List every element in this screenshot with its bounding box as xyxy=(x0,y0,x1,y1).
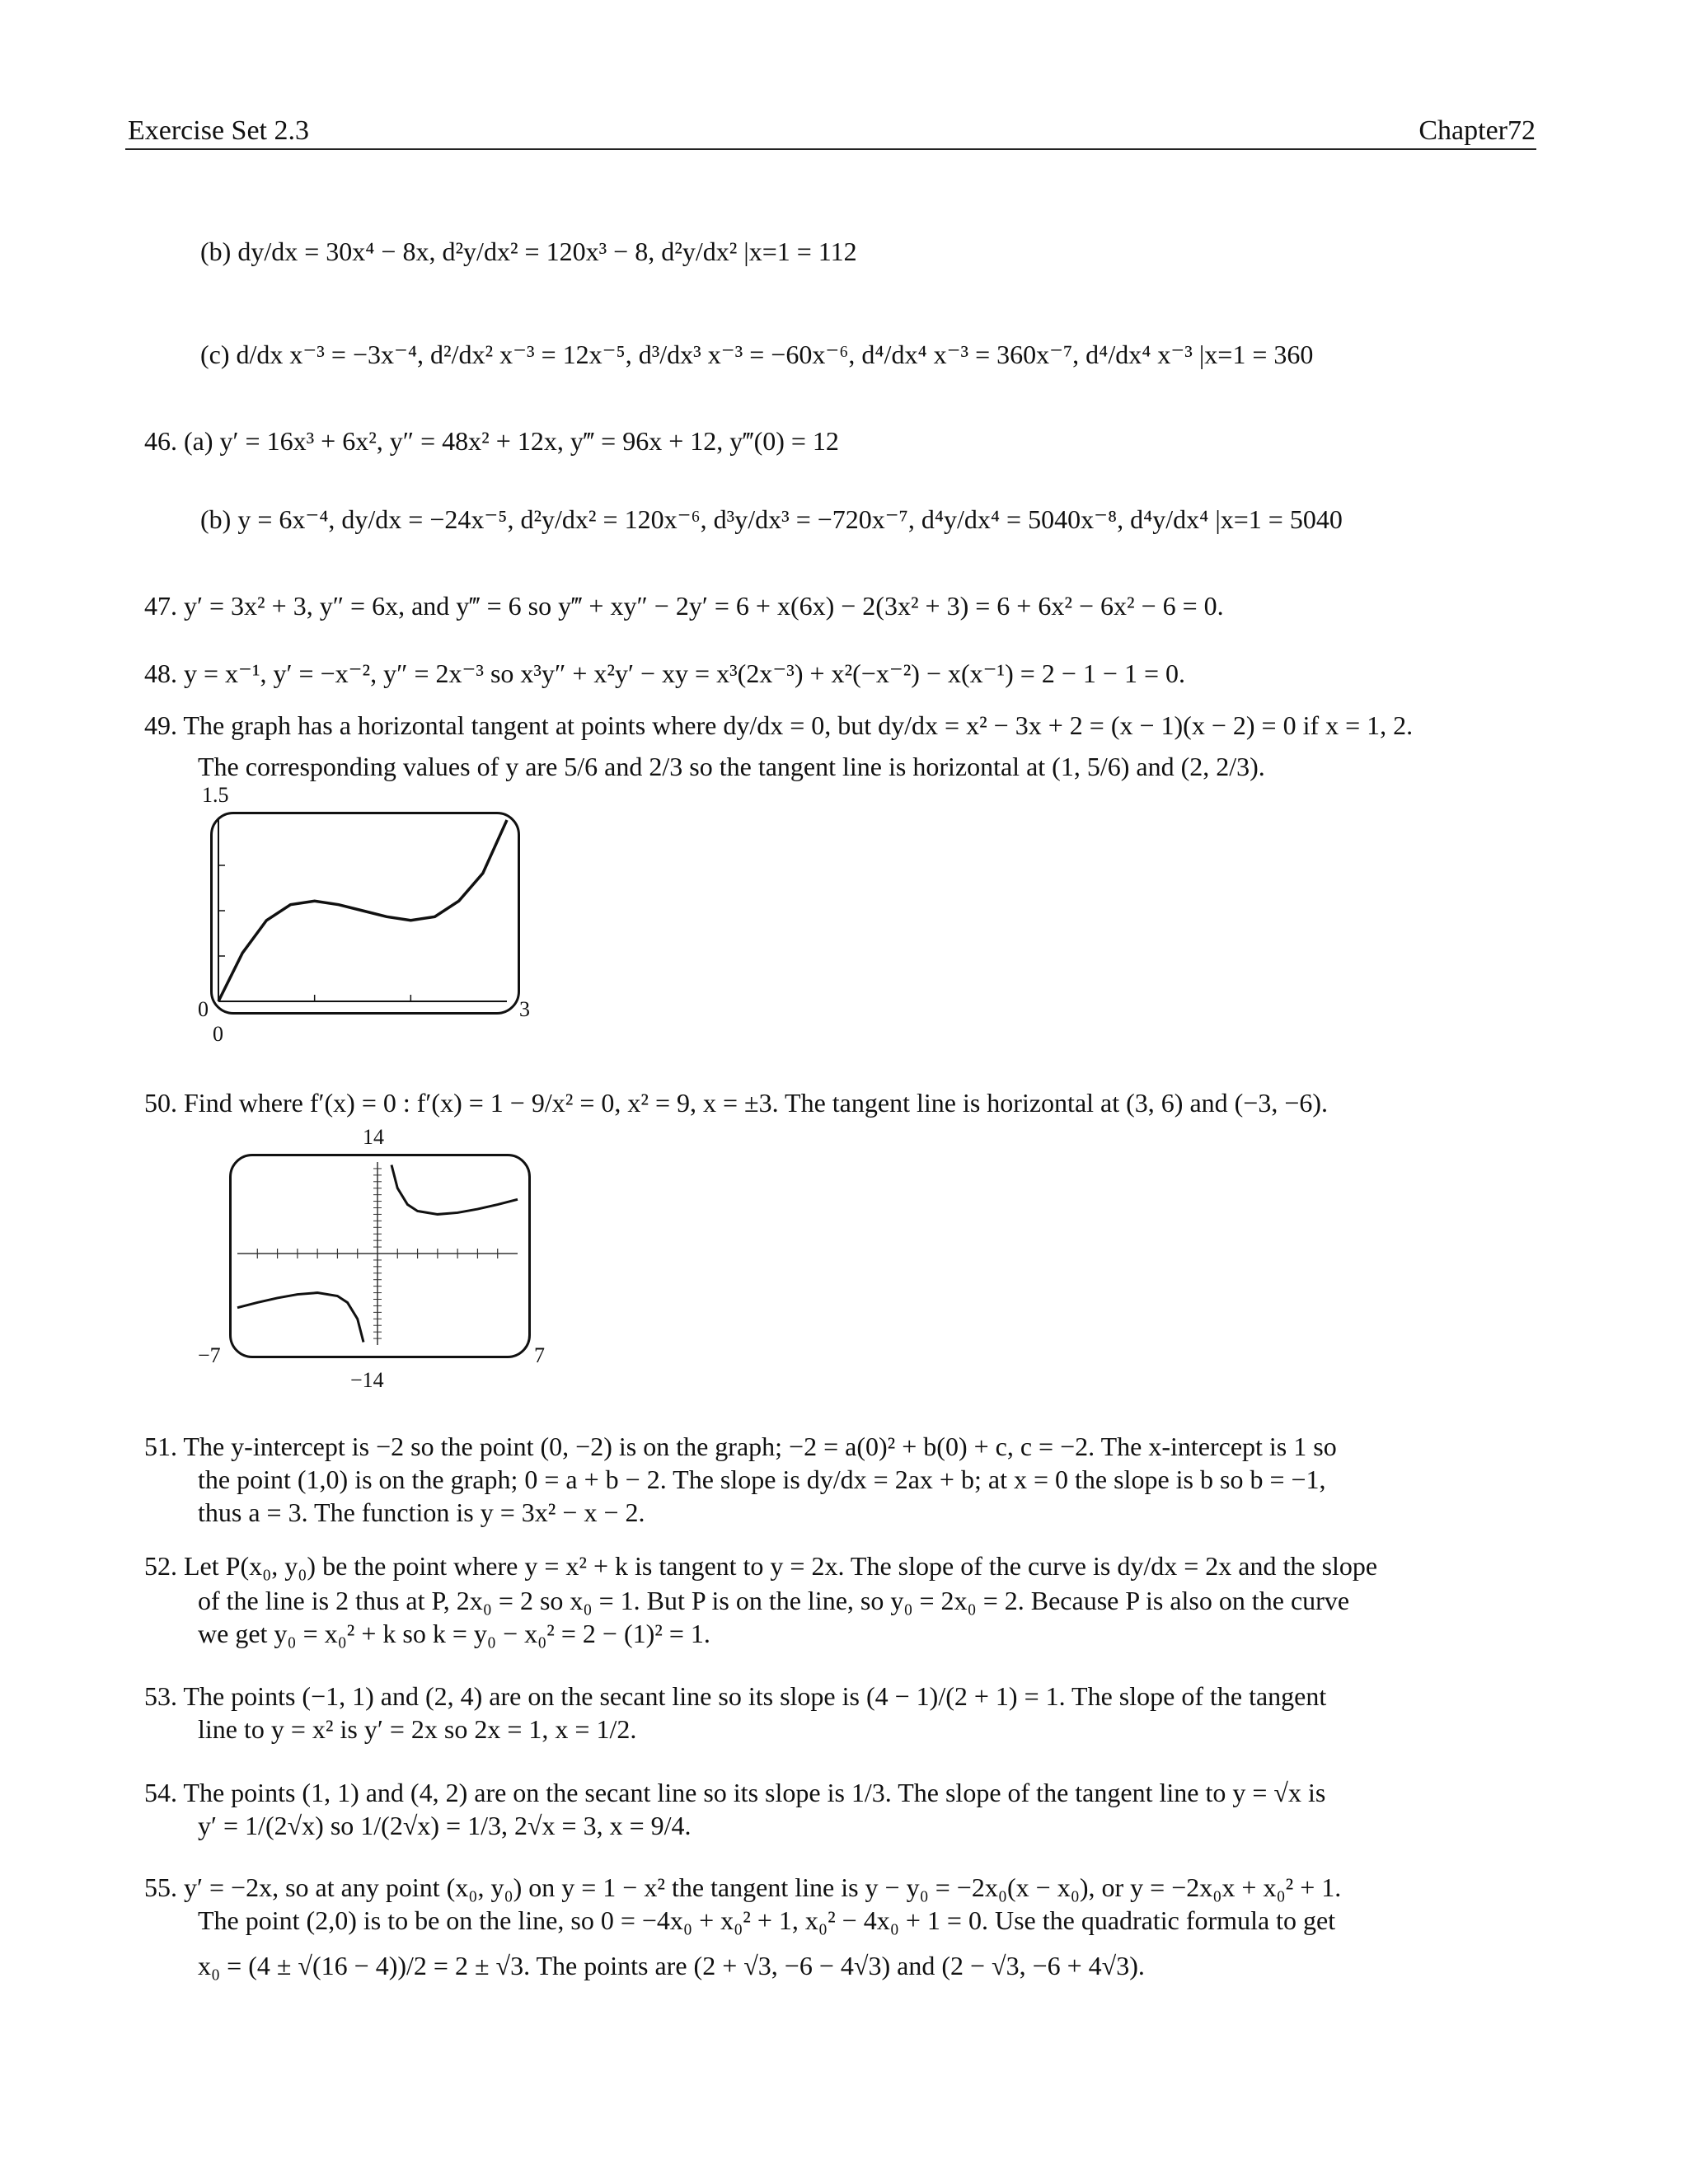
graph-49-xmin-label: 0 xyxy=(198,997,209,1021)
ex51-text-1: 51. The y-intercept is −2 so the point (0, −2) is on the graph; −2 = a(0)² + b(0) + c, c = −2. The x-intercept is 1 so xyxy=(144,1432,1337,1461)
graph-50-ymin-label: −14 xyxy=(350,1368,384,1392)
page-header-right: Chapter72 xyxy=(1418,115,1536,146)
ex51-text-3: thus a = 3. The function is y = 3x² − x − 2. xyxy=(198,1497,645,1527)
graph-49 xyxy=(218,820,507,1001)
ex49-text-1: 49. The graph has a horizontal tangent at points where dy/dx = 0, but dy/dx = x² − 3x + 2 = (x − 1)(x − 2) = 0 if x = 1, 2. xyxy=(144,710,1414,740)
ex45c-text: (c) d/dx x⁻³ = −3x⁻⁴, d²/dx² x⁻³ = 12x⁻⁵, d³/dx³ x⁻³ = −60x⁻⁶, d⁴/dx⁴ x⁻³ = 360x⁻⁷, d⁴/dx⁴ x⁻³ |x=1 = 360 xyxy=(200,340,1314,369)
ex45b-text: (b) dy/dx = 30x⁴ − 8x, d²y/dx² = 120x³ − 8, d²y/dx² |x=1 = 112 xyxy=(200,237,857,266)
ex55-text-3: x₀ = (4 ± √(16 − 4))/2 = 2 ± √3. The points are (2 + √3, −6 − 4√3) and (2 − √3, −6 + 4√3). xyxy=(198,1951,1145,1980)
ex46b-text: (b) y = 6x⁻⁴, dy/dx = −24x⁻⁵, d²y/dx² = 120x⁻⁶, d³y/dx³ = −720x⁻⁷, d⁴y/dx⁴ = 5040x⁻⁸, d⁴y/dx⁴ |x=1 = 5040 xyxy=(200,504,1343,534)
ex52-text-1: 52. Let P(x₀, y₀) be the point where y = x² + k is tangent to y = 2x. The slope of the curve is dy/dx = 2x and the slope xyxy=(144,1551,1378,1581)
ex53-text-1: 53. The points (−1, 1) and (2, 4) are on the secant line so its slope is (4 − 1)/(2 + 1) = 1. The slope of the tangent xyxy=(144,1681,1327,1711)
ex55-text-1: 55. y′ = −2x, so at any point (x₀, y₀) on y = 1 − x² the tangent line is y − y₀ = −2x₀(x − x₀), or y = −2x₀x + x₀² + 1. xyxy=(144,1872,1342,1902)
ex49-text-2: The corresponding values of y are 5/6 and 2/3 so the tangent line is horizontal at (1, 5/6) and (2, 2/3). xyxy=(198,752,1265,781)
graph-49-curve xyxy=(218,820,507,1001)
ex53-text-2: line to y = x² is y′ = 2x so 2x = 1, x = 1/2. xyxy=(198,1714,637,1744)
page-header-left: Exercise Set 2.3 xyxy=(128,115,309,146)
ex51-text-2: the point (1,0) is on the graph; 0 = a + b − 2. The slope is dy/dx = 2ax + b; at x = 0 the slope is b so b = −1, xyxy=(198,1465,1326,1494)
graph-50-curve-branch-1 xyxy=(392,1165,518,1214)
ex55-text-2: The point (2,0) is to be on the line, so 0 = −4x₀ + x₀² + 1, x₀² − 4x₀ + 1 = 0. Use the quadratic formula to get xyxy=(198,1905,1336,1935)
graph-49-ymax-label: 1.5 xyxy=(202,783,229,807)
ex52-text-3: we get y₀ = x₀² + k so k = y₀ − x₀² = 2 − (1)² = 1. xyxy=(198,1619,710,1648)
header-rule xyxy=(125,148,1536,150)
ex50-text: 50. Find where f′(x) = 0 : f′(x) = 1 − 9/x² = 0, x² = 9, x = ±3. The tangent line is horizontal at (3, 6) and (−3, −6). xyxy=(144,1088,1329,1118)
ex52-text-2: of the line is 2 thus at P, 2x₀ = 2 so x₀ = 1. But P is on the line, so y₀ = 2x₀ = 2. Because P is also on the curve xyxy=(198,1586,1350,1615)
graph-50-ymax-label: 14 xyxy=(363,1125,384,1149)
ex54-text-2: y′ = 1/(2√x) so 1/(2√x) = 1/3, 2√x = 3, x = 9/4. xyxy=(198,1811,692,1840)
graph-50-xmin-label: −7 xyxy=(198,1343,221,1367)
graph-50 xyxy=(237,1162,518,1345)
ex47-text: 47. y′ = 3x² + 3, y″ = 6x, and y‴ = 6 so y‴ + xy″ − 2y′ = 6 + x(6x) − 2(3x² + 3) = 6 + 6x² − 6x² − 6 = 0. xyxy=(144,591,1224,621)
graph-49-xmax-label: 3 xyxy=(519,997,530,1021)
graph-50-curve-branch-2 xyxy=(237,1293,363,1343)
ex46a-text: 46. (a) y′ = 16x³ + 6x², y″ = 48x² + 12x, y‴ = 96x + 12, y‴(0) = 12 xyxy=(144,426,839,456)
graph-50-xmax-label: 7 xyxy=(534,1343,545,1367)
ex48-text: 48. y = x⁻¹, y′ = −x⁻², y″ = 2x⁻³ so x³y″ + x²y′ − xy = x³(2x⁻³) + x²(−x⁻²) − x(x⁻¹) = 2 − 1 − 1 = 0. xyxy=(144,658,1185,688)
ex54-text-1: 54. The points (1, 1) and (4, 2) are on the secant line so its slope is 1/3. The slope of the tangent line to y = √x is xyxy=(144,1778,1326,1807)
graph-49-ymin-label: 0 xyxy=(213,1022,223,1046)
